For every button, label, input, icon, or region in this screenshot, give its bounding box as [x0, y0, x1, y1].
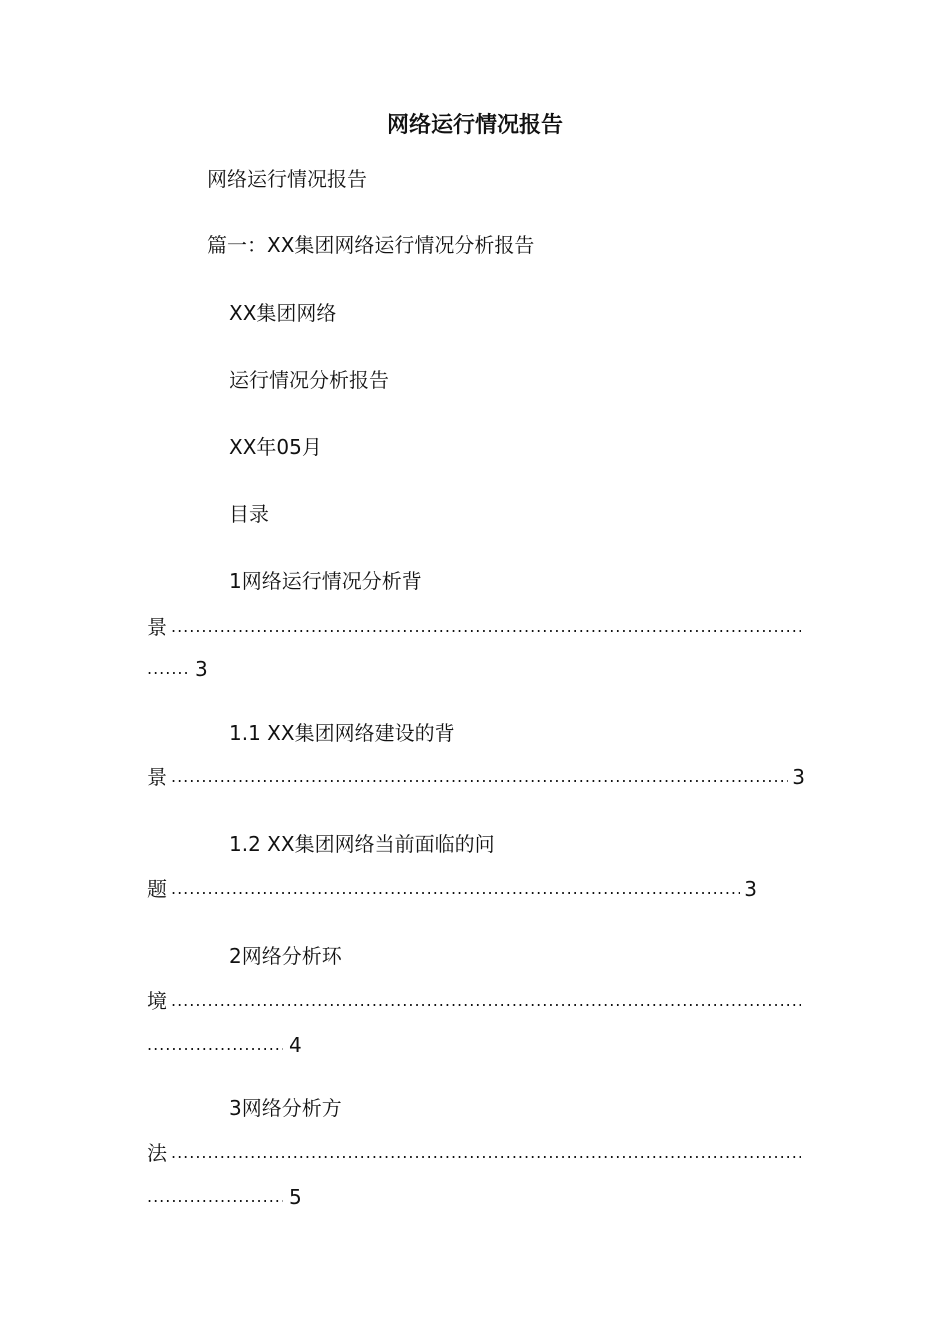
- toc-leader-line: [147, 764, 805, 790]
- toc-leader-line: [147, 656, 208, 682]
- toc-dot-leader: [171, 614, 801, 640]
- toc-entry-tail: 景: [147, 765, 167, 789]
- toc-dot-leader: [171, 988, 801, 1014]
- toc-entry-page: 5: [289, 1185, 302, 1209]
- toc-entry-tail: 题: [147, 877, 167, 901]
- cover-date: XX年05月: [229, 435, 322, 459]
- toc-dot-leader: [147, 1032, 283, 1058]
- toc-entry-page: 3: [792, 765, 805, 789]
- document-title: 网络运行情况报告: [386, 113, 563, 138]
- toc-entry-heading: 1网络运行情况分析背: [229, 569, 422, 593]
- toc-entry-page: 4: [289, 1033, 302, 1057]
- toc-leader-line: [147, 1032, 302, 1058]
- toc-dot-leader: [147, 656, 189, 682]
- toc-leader-line: [147, 614, 805, 640]
- toc-entry-heading: 1.2 XX集团网络当前面临的问: [229, 832, 495, 856]
- toc-heading: 目录: [229, 502, 269, 526]
- chapter-heading: 篇一：XX集团网络运行情况分析报告: [207, 233, 535, 257]
- toc-dot-leader: [171, 764, 788, 790]
- subtitle-line: 网络运行情况报告: [207, 167, 367, 191]
- cover-line-1: XX集团网络: [229, 301, 337, 325]
- toc-entry-tail: 景: [147, 615, 167, 639]
- toc-dot-leader: [147, 1184, 283, 1210]
- toc-entry-heading: 3网络分析方: [229, 1096, 342, 1120]
- toc-entry-heading: 1.1 XX集团网络建设的背: [229, 721, 455, 745]
- toc-dot-leader: [171, 1140, 801, 1166]
- toc-dot-leader: [171, 876, 740, 902]
- toc-entry-tail: 法: [147, 1141, 167, 1165]
- toc-entry-tail: 境: [147, 989, 167, 1013]
- toc-leader-line: [147, 876, 757, 902]
- toc-entry-page: 3: [195, 657, 208, 681]
- toc-leader-line: [147, 1184, 302, 1210]
- toc-leader-line: [147, 988, 805, 1014]
- toc-leader-line: [147, 1140, 805, 1166]
- cover-line-2: 运行情况分析报告: [229, 368, 389, 392]
- toc-entry-page: 3: [744, 877, 757, 901]
- toc-entry-heading: 2网络分析环: [229, 944, 342, 968]
